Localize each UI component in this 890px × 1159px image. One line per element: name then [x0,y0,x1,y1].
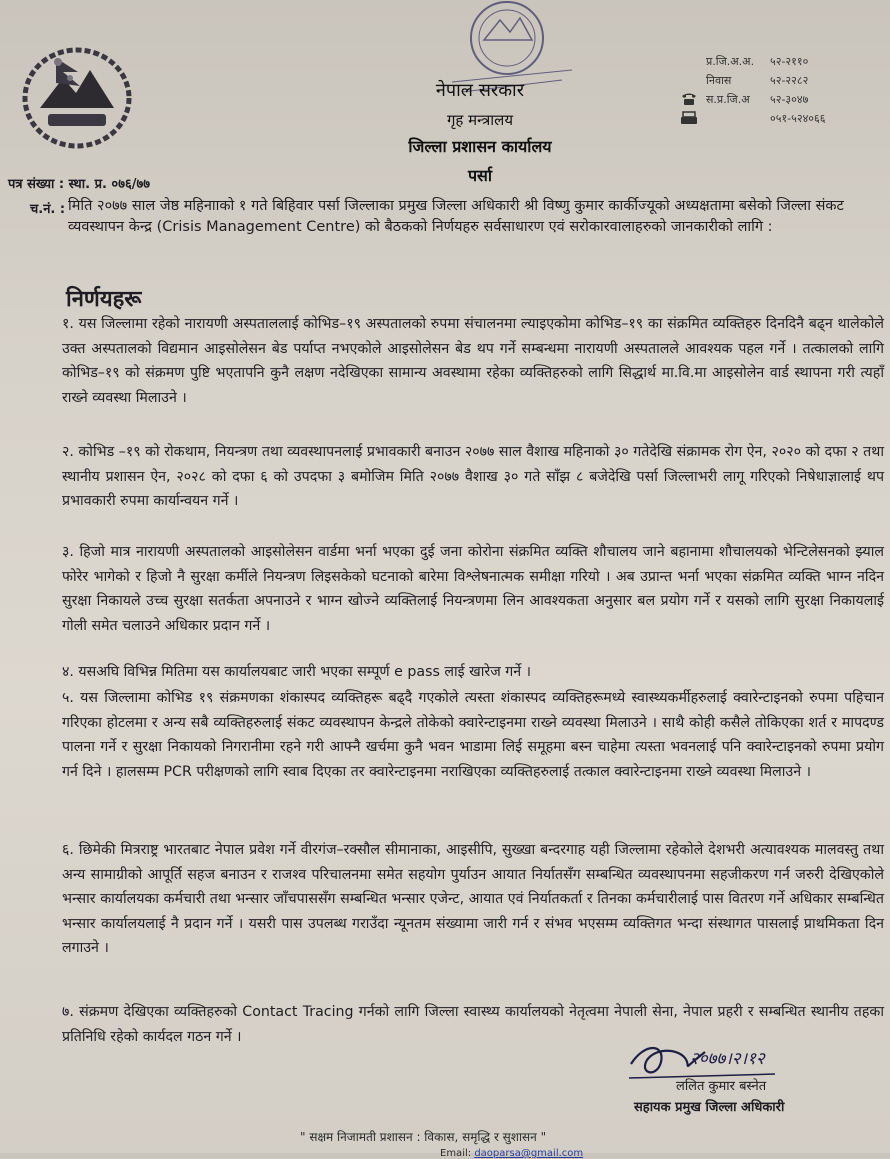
signatory-name: ललित कुमार बस्नेत [676,1079,767,1094]
phone-icon [680,92,698,106]
contact-value: ५२-२११० [770,55,809,68]
dispatch-number-label: च.नं. : [30,202,66,217]
signature-date: २०७७।२।१२ [690,1049,765,1069]
org-name-district: पर्सा [467,166,493,185]
decision-item: ७. संक्रमण देखिएका व्यक्तिहरुको Contact Tracing गर्नको लागि जिल्ला स्वास्थ्य कार्यालयको नेतृत्वमा नेपाली सेना, नेपाल प्रहरी र सम्बन्धित स्थानीय तहका प्रतिनिधि रहेको कार्यदल गठन गर्ने । [62,1004,884,1045]
contact-row-acdo [680,92,880,111]
contact-label: प्र.जि.अ.अ. [706,55,755,68]
letter-reference-number: पत्र संख्या : स्था. प्र. ०७६/७७ [8,177,150,192]
intro-paragraph: मिति २०७७ साल जेष्ठ महिनााको १ गते बिहिवार पर्सा जिल्लाका प्रमुख जिल्ला अधिकारी श्री विष्णु कुमार कार्कीज्यूको अध्यक्षतामा बसेको जिल्ला संकट व्यवस्थापन केन्द्र (Crisis Management Centre) को बैठकको निर्णयहरु सर्वसाधारण एवं सरोकारवालाहरुको जानकारीको लागि : [68,198,844,235]
signatory-title: सहायक प्रमुख जिल्ला अधिकारी [634,1100,785,1115]
contact-value: ५२-३०४७ [770,93,809,106]
contact-value: ५२-२२८२ [770,74,809,87]
decision-item: ३. हिजो मात्र नारायणी अस्पतालको आइसोलेसन वार्डमा भर्ना भएका दुई जना कोरोना संक्रमित व्यक्ति शौचालय जाने बहानामा शौचालयको भेन्टिलेसनको झ्याल फोरेर भागेको र हिजो नै सुरक्षा कर्मीले नियन्त्रण लिइसकेको घटनाको बारेमा विश्लेषनात्मक समीक्षा गरियो । अब उप्रान्त भर्ना भएका संक्रमित व्यक्ति भाग्न नदिन सुरक्षा निकायले उच्च सुरक्षा सतर्कता अपनाउने र भाग्न खोज्ने व्यक्तिलाई नियन्त्रणमा लिन आवश्यकता अनुसार बल प्रयोग गर्ने र यसको लागि सुरक्षा निकायलाई गोली समेत चलाउने अधिकार प्रदान गर्ने । [62,544,884,634]
contact-row-residence [680,73,880,92]
org-name-district-office: जिल्ला प्रशासन कार्यालय [408,137,552,156]
decision-item: ६. छिमेकी मित्रराष्ट्र भारतबाट नेपाल प्रवेश गर्ने वीरगंज–रक्सौल सीमानाका, आइसीपि, सुख्खा बन्दरगाह यही जिल्लामा रहेकोले देशभरी अत्यावश्यक मालवस्तु तथा अन्य सामाग्रीको आपूर्ति सहज बनाउन र राजश्व परिचालनमा समेत सहयोग पुर्याउन आयात निर्यातसँग सम्बन्धित व्यवस्थापनमा सहजीकरण गर्न जरुरी देखिएकोले भन्सार कार्यालयका कर्मचारी तथा भन्सार जाँचपाससँग सम्बन्धित भन्सार एजेन्ट, आयात एवं निर्यातकर्ता र तिनका कर्मचारीलाई पास वितरण गर्ने अधिकार सम्बन्धित भन्सार कार्यालयलाई नै प्रदान गर्ने । यसरी पास उपलब्ध गराउँदा न्यूनतम संख्यामा जारी गर्न र संभव भएसम्म व्यक्तिगत भन्दा संस्थागत पासलाई प्राथमिकता दिन लगाउने । [62,842,884,956]
decision-item: १. यस जिल्लामा रहेको नारायणी अस्पताललाई कोभिड–१९ अस्पतालको रुपमा संचालनमा ल्याइएकोमा कोभिड–१९ का संक्रमित व्यक्तिहरु दिनदिनै बढ्न थालेकोले उक्त अस्पतालको विद्यमान आइसोलेसन बेड पर्याप्त नभएकोले आइसोलेसन बेड थप गर्ने सम्बन्धमा नारायणी अस्पतालले आवश्यक पहल गर्ने । तत्कालको लागि कोभिड–१९ को संक्रमण पुष्टि भएतापनि कुनै लक्षण नदेखिएका सामान्य अवस्थामा रहेका व्यक्तिहरुको लागि सिद्धार्थ मा.वि.मा आइसोलेन वार्ड स्थापना गरी त्यहाँ राख्ने व्यवस्था मिलाउने । [62,316,884,406]
email-link[interactable]: daoparsa@gmail.com [474,1148,584,1159]
contact-numbers [680,54,880,130]
decision-item: ४. यसअघि विभिन्न मितिमा यस कार्यालयबाट जारी भएका सम्पूर्ण e pass लाई खारेज गर्ने । [62,664,532,680]
fax-icon [680,111,698,125]
email-label: Email: [440,1148,472,1159]
nepal-emblem-icon [18,38,136,150]
org-name-nepal-government: नेपाल सरकार [435,80,525,101]
contact-row-cdo [680,54,880,73]
decisions-heading: निर्णयहरू [66,287,142,312]
org-name-home-ministry: गृह मन्त्रालय [446,111,514,129]
contact-label: निवास [706,74,732,87]
footer-motto: " सक्षम निजामती प्रशासन : विकास, समृद्धि र सुशासन " [300,1130,547,1144]
decision-item: २. कोभिड –१९ को रोकथाम, नियन्त्रण तथा व्यवस्थापनलाई प्रभावकारी बनाउन २०७७ साल वैशाख महिनाको ३० गतेदेखि संक्रामक रोग ऐन, २०२० को दफा २ तथा स्थानीय प्रशासन ऐन, २०२८ को दफा ६ को उपदफा ३ बमोजिम मिति २०७७ वैशाख ३० गते साँझ ८ बजेदेखि पर्सा जिल्लाभरी लागू गरिएको निषेधाज्ञालाई थप प्रभावकारी रुपमा कार्यान्वयन गर्ने । [62,444,884,509]
contact-row-fax [680,111,880,130]
contact-value: ०५१-५२४०६६ [770,112,826,125]
contact-label: स.प्र.जि.अ [706,93,750,106]
footer-email [440,1148,583,1159]
decision-item: ५. यस जिल्लामा कोभिड १९ संक्रमणका शंकास्पद व्यक्तिहरू बढ्दै गएकोले त्यस्ता शंकास्पद व्यक्तिहरूमध्ये स्वास्थ्यकर्मीहरुलाई क्वारेन्टाइनको रुपमा पहिचान गरिएका होटलमा र अन्य सबै व्यक्तिहरुलाई संकट व्यवस्थापन केन्द्रले तोकेको क्वारेन्टाइनमा राख्ने व्यवस्था मिलाउने । साथै कोही कसैले तोकिएका शर्त र मापदण्ड पालना गर्ने र सुरक्षा निकायको निगरानीमा रहने गरी आफ्नै खर्चमा कुनै भवन भाडामा लिई समूहमा बस्न चाहेमा त्यस्ता भवनलाई पनि क्वारेन्टाइनको रुपमा प्रयोग गर्न दिने । हालसम्म PCR परीक्षणको लागि स्वाब दिएका तर क्वारेन्टाइनमा नराखिएका व्यक्तिहरुलाई तत्काल क्वारेन्टाइनमा राख्ने व्यवस्था मिलाउने । [62,690,884,780]
